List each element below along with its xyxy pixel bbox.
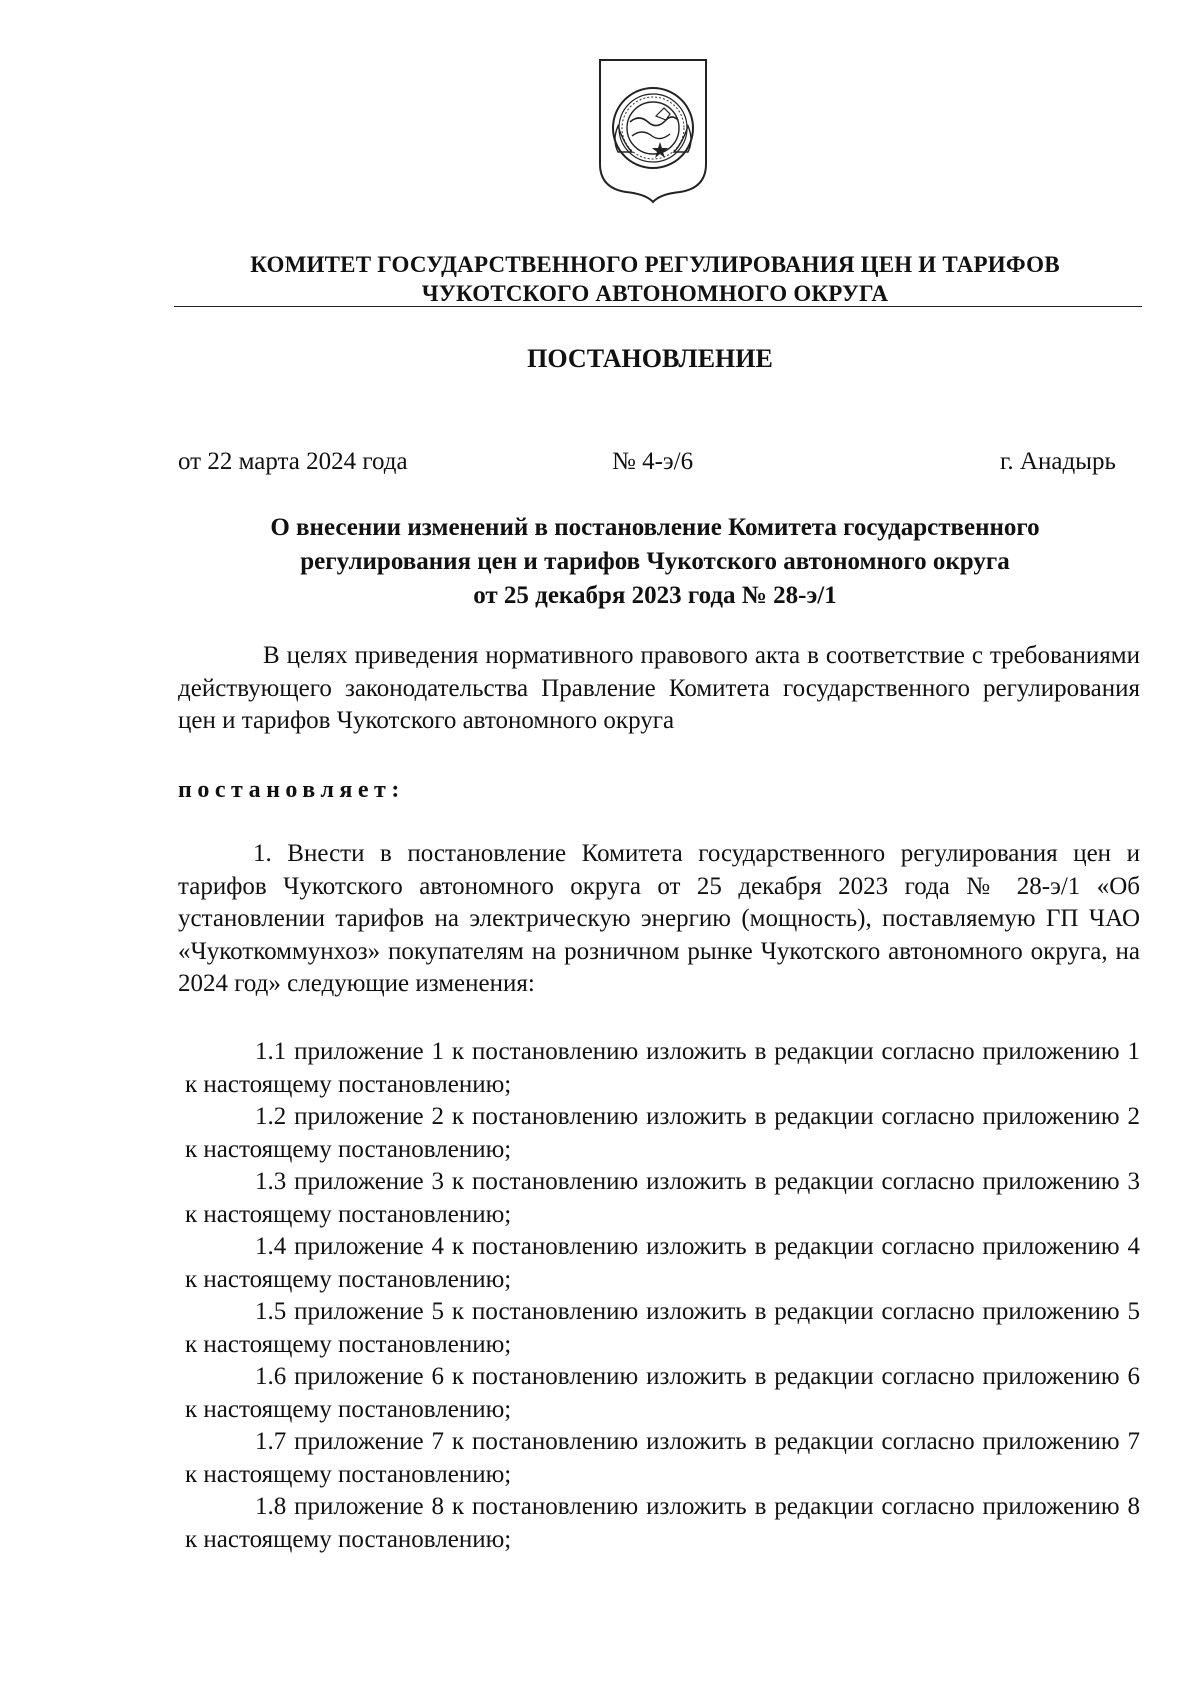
- subitem-1-6: 1.6 приложение 6 к постановлению изложить в редакции согласно приложению 6 к настоящему постановлению;: [185, 1363, 1140, 1423]
- title-line-2: регулирования цен и тарифов Чукотского автономного округа: [300, 548, 1010, 575]
- document-type: ПОСТАНОВЛЕНИЕ: [527, 344, 773, 373]
- subitem-1-2: 1.2 приложение 2 к постановлению изложить в редакции согласно приложению 2 к настоящему постановлению;: [185, 1103, 1140, 1163]
- preamble-paragraph: В целях приведения нормативного правового акта в соответствие с требованиями действующего законодательства Правление Комитета государственного регулирования цен и тарифов Чукотского автономного округа: [178, 642, 1140, 734]
- document-place: г. Анадырь: [1000, 448, 1116, 475]
- subitem-1-4: 1.4 приложение 4 к постановлению изложить в редакции согласно приложению 4 к настоящему постановлению;: [185, 1233, 1140, 1293]
- subitem-1-5: 1.5 приложение 5 к постановлению изложить в редакции согласно приложению 5 к настоящему постановлению;: [185, 1298, 1140, 1358]
- item-1-paragraph: 1. Внести в постановление Комитета государственного регулирования цен и тарифов Чукотского автономного округа от 25 декабря 2023 года № 28-э/1 «Об установлении тарифов на электрическую энергию (мощность), поставляемую ГП ЧАО «Чукоткоммунхоз» покупателям на розничном рынке Чукотского автономного округа, на 2024 год» следующие изменения:: [178, 840, 1140, 997]
- subitem-1-3: 1.3 приложение 3 к постановлению изложить в редакции согласно приложению 3 к настоящему постановлению;: [185, 1168, 1140, 1228]
- organization-line-1: КОМИТЕТ ГОСУДАРСТВЕННОГО РЕГУЛИРОВАНИЯ ЦЕН И ТАРИФОВ: [250, 252, 1060, 277]
- subitem-1-7: 1.7 приложение 7 к постановлению изложить в редакции согласно приложению 7 к настоящему постановлению;: [185, 1428, 1140, 1488]
- subitem-1-8: 1.8 приложение 8 к постановлению изложить в редакции согласно приложению 8 к настоящему постановлению;: [185, 1493, 1140, 1553]
- title-line-3: от 25 декабря 2023 года № 28-э/1: [473, 582, 837, 609]
- document-number: № 4-э/6: [612, 448, 694, 475]
- document-title: [175, 511, 1135, 613]
- header-divider: [174, 306, 1142, 307]
- subitem-1-1: 1.1 приложение 1 к постановлению изложить в редакции согласно приложению 1 к настоящему постановлению;: [185, 1038, 1140, 1098]
- organization-line-2: ЧУКОТСКОГО АВТОНОМНОГО ОКРУГА: [421, 281, 889, 306]
- decree-word: постановляет:: [178, 777, 405, 803]
- title-line-1: О внесении изменений в постановление Комитета государственного: [270, 514, 1040, 541]
- organization-name: [175, 250, 1135, 308]
- chukotka-coat-of-arms-icon: [594, 56, 712, 206]
- document-date: от 22 марта 2024 года: [178, 448, 408, 475]
